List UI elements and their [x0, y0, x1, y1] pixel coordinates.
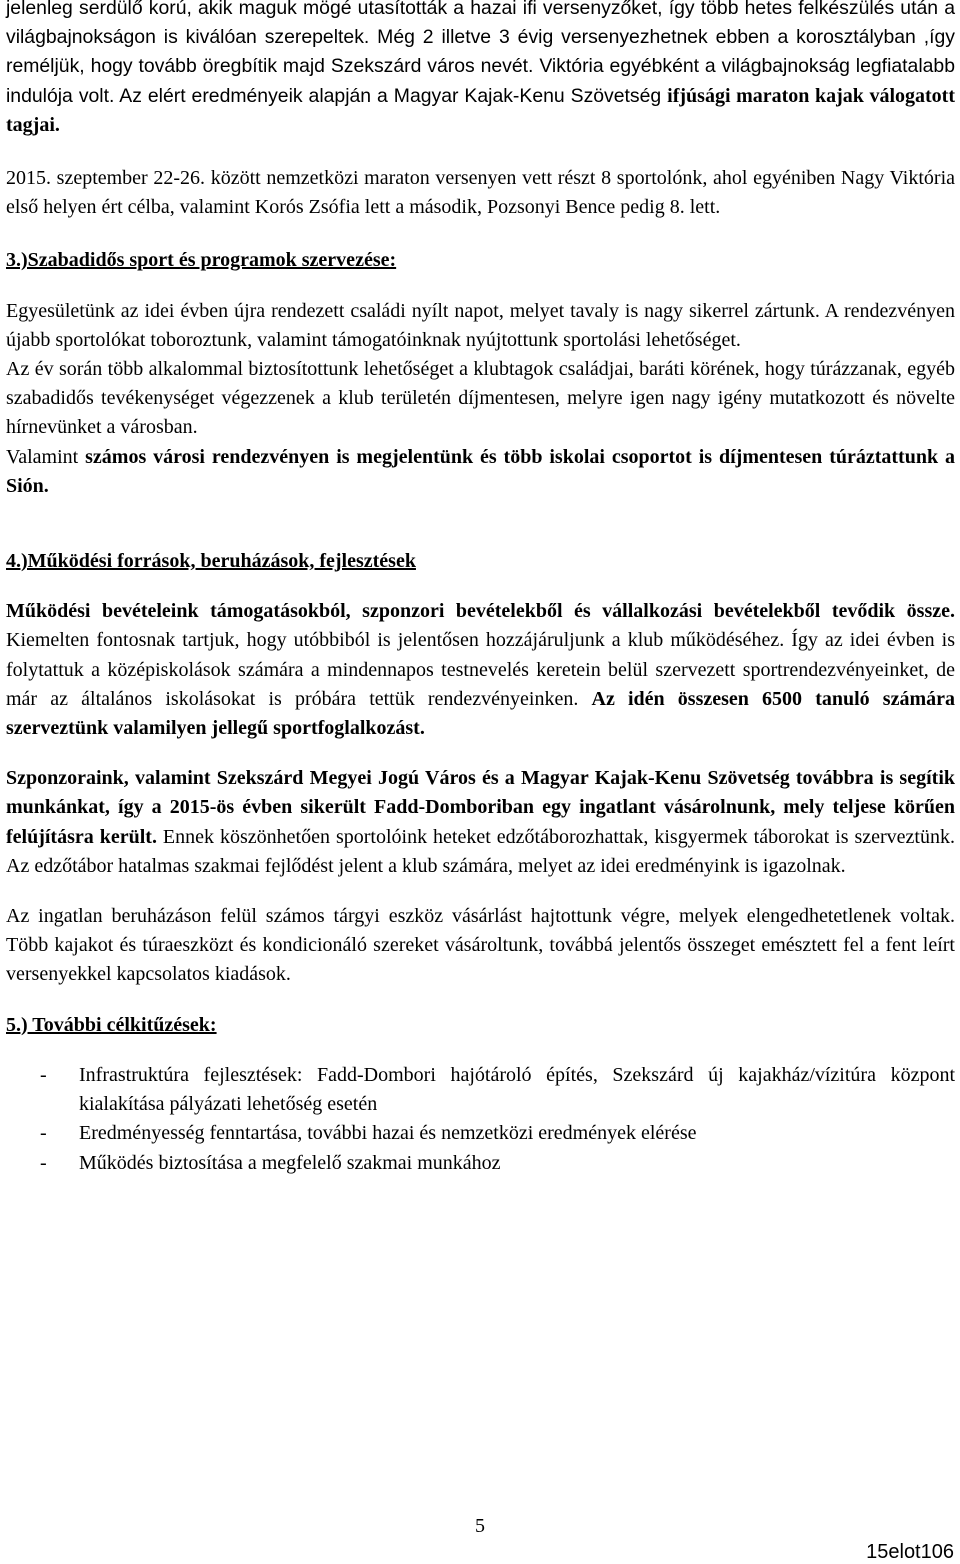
- section-4-heading: 4.)Működési források, beruházások, fejlesztések: [6, 550, 416, 573]
- intro-text: jelenleg serdülő korú, akik maguk mögé utasították a hazai ifi versenyzőket, így több hetes felkészülés után a világbajnokságon is kiválóan szerepeltek. Még 2 illetve 3 évig versenyezhetnek ebben a korosztályban ,így reméljük, hogy tovább öregbítik majd Szekszárd város nevét. Viktória egyébként a világbajnokság legfiatalabb indulója volt. Az elért eredményeik alapján a Magyar Kajak-Kenu Szövetség: [6, 0, 955, 107]
- list-item-text: Eredményesség fenntartása, további hazai és nemzetközi eredmények elérése: [79, 1122, 697, 1145]
- section-4-paragraph-3: Az ingatlan beruházáson felül számos tárgyi eszköz vásárlást hajtottunk végre, melyek elengedhetetlenek voltak. Több kajakot és túraeszközt és kondicionáló szereket vásároltunk, továbbá jelentős összeget emésztett fel a fent leírt versenyekkel kapcsolatos kiadások.: [6, 905, 955, 986]
- section-4-p2-text: Ennek köszönhetően sportolóink heteket edzőtáborozhattak, kisgyermek táborokat is szerveztünk. Az edzőtábor hatalmas szakmai fejlődést jelent a klub számára, melyet az idei eredményink is igazolnak.: [6, 825, 955, 877]
- list-item: [6, 1061, 955, 1119]
- list-item: [6, 1149, 955, 1178]
- marathon-paragraph: 2015. szeptember 22-26. között nemzetközi maraton versenyen vett részt 8 sportolónk, ahol egyéniben Nagy Viktória első helyen ért célba, valamint Korós Zsófia lett a második, Pozsonyi Bence pedig 8. lett.: [6, 167, 955, 219]
- section-4-paragraph-2: [6, 764, 955, 881]
- section-3-paragraph-2: Az év során több alkalommal biztosítottunk lehetőséget a klubtagok családjai, baráti körének, hogy túrázzanak, egyéb szabadidős tevékenységet végezzenek a klub területén díjmentesen, melyre igen nagy igény mutatkozott és növelte hírnevünket a városban.: [6, 358, 955, 439]
- page-number: 5: [475, 1515, 485, 1537]
- list-dash: -: [40, 1063, 47, 1086]
- list-dash: -: [40, 1122, 47, 1145]
- section-3-paragraph-3: [6, 443, 955, 501]
- goals-list: [6, 1061, 955, 1178]
- section-4-p1-bold-2: Az idén összesen 6500 tanuló számára szerveztünk valamilyen jellegű sportfoglalkozást.: [6, 687, 955, 740]
- document-page: [6, 0, 955, 1178]
- section-4-p1-bold: Működési bevételeink támogatásokból, szponzori bevételekből és vállalkozási bevételekből tevődik össze.: [6, 600, 955, 623]
- section-3-p3-text: Valamint: [6, 445, 86, 468]
- list-item-text: Működés biztosítása a megfelelő szakmai munkához: [79, 1151, 501, 1174]
- section-4-p1-text: Kiemelten fontosnak tartjuk, hogy utóbbiból is jelentősen hozzájáruljunk a klub működéséhez. Így az idei évben is folytattuk a középiskolások számára a mindennapos testnevelés keretein belül szervezett sportrendezvényeinket, de már az általános iskolásokat is próbára tettük rendezvényeinken.: [6, 629, 955, 710]
- list-item: [6, 1119, 955, 1148]
- section-3-paragraph-1: Egyesületünk az idei évben újra rendezett családi nyílt napot, melyet tavaly is nagy sikerrel zártunk. A rendezvényen újabb sportolókat toboroztunk, valamint támogatóinknak nyújtottunk sportolási lehetőséget.: [6, 299, 955, 351]
- intro-bold-text: ifjúsági maraton kajak válogatott tagjai.: [6, 84, 956, 136]
- section-4-paragraph-1: [6, 597, 955, 743]
- list-dash: -: [40, 1151, 47, 1174]
- intro-paragraph: [6, 0, 955, 140]
- section-5-heading: 5.) További célkitűzések:: [6, 1013, 217, 1036]
- footer-code: 15elot106: [866, 1541, 954, 1563]
- section-3-heading: 3.)Szabadidős sport és programok szervezése:: [6, 249, 397, 272]
- section-3-p3-bold: számos városi rendezvényen is megjelentünk és több iskolai csoportot is díjmentesen túráztattunk a Sión.: [6, 445, 955, 497]
- section-4-p2-bold: Szponzoraink, valamint Szekszárd Megyei Jogú Város és a Magyar Kajak-Kenu Szövetség továbbra is segítik munkánkat, így a 2015-ös évben sikerült Fadd-Domboriban egy ingatlant vásárolnunk, mely teljese körűen felújításra került.: [6, 767, 955, 848]
- list-item-text: Infrastruktúra fejlesztések: Fadd-Dombori hajótároló építés, Szekszárd új kajakház/vízitúra központ kialakítása pályázati lehetőség esetén: [79, 1063, 955, 1116]
